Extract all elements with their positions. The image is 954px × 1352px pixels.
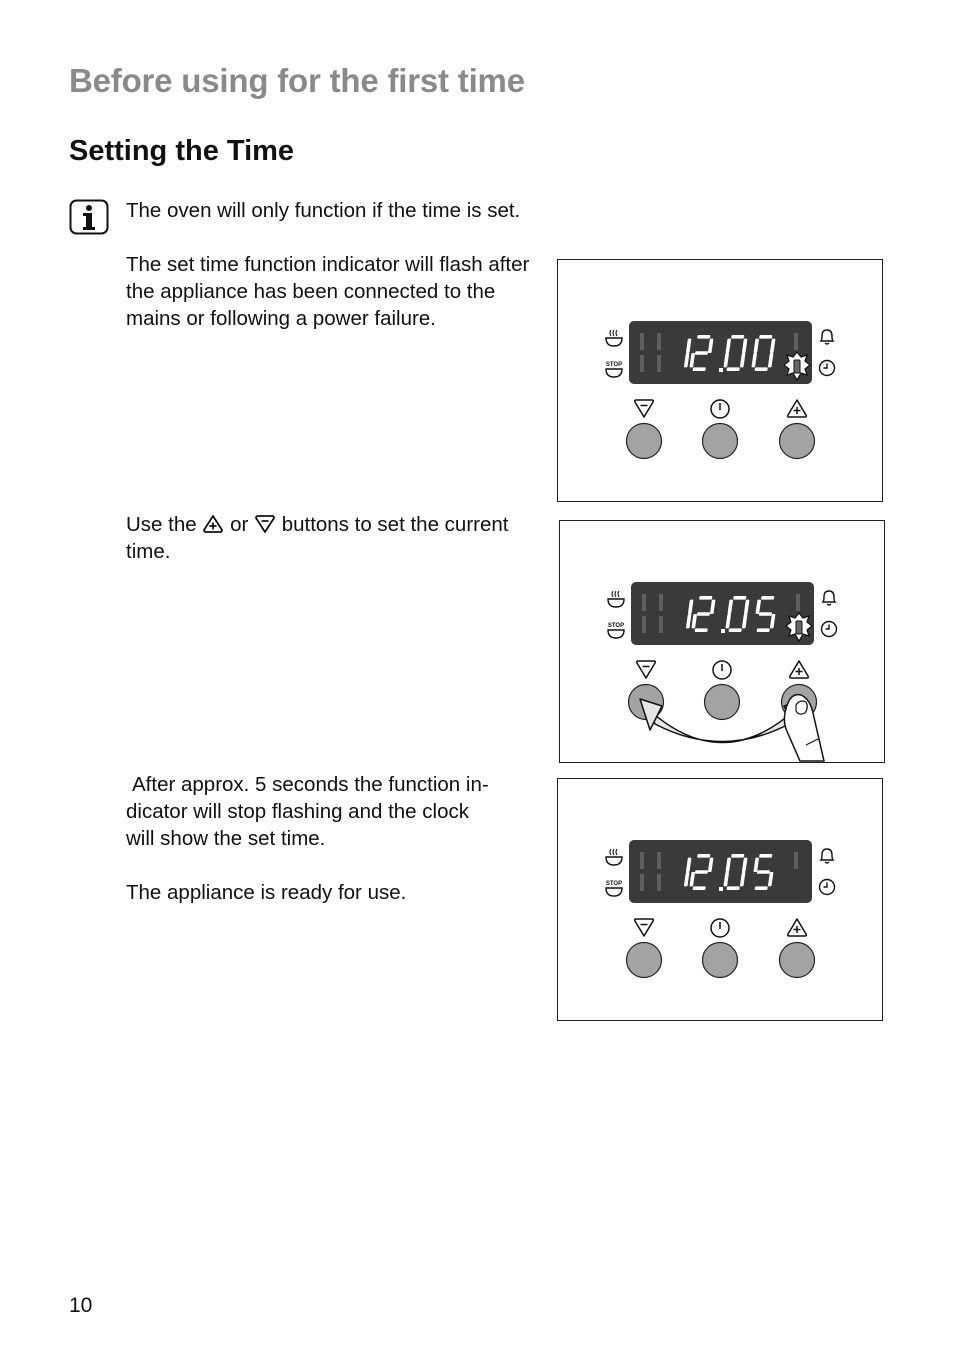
clock-button — [703, 943, 738, 978]
display-dim-segment — [640, 333, 644, 350]
display-dim-segment — [657, 355, 661, 372]
step-3-line-3: will show the set time. — [126, 827, 326, 850]
step-1-text: The set time function indicator will flash after the appliance has been connected to the mains or following a power failure. — [126, 253, 530, 330]
control-panel-illustration-3 — [557, 778, 883, 1021]
display-dim-segment — [642, 594, 646, 611]
minus-triangle-icon — [637, 661, 656, 678]
display-dim-segment — [796, 594, 800, 611]
display-colon-dot — [721, 629, 725, 633]
section-title: Setting the Time — [69, 135, 295, 167]
stop-label: STOP — [605, 362, 623, 368]
clock-button — [705, 685, 740, 720]
clock-icon — [820, 880, 835, 895]
control-panel-svg-1 — [558, 260, 882, 501]
minus-triangle-icon — [635, 400, 654, 417]
display-screen — [631, 582, 814, 645]
fingernail — [796, 701, 807, 714]
display-colon-dot — [719, 368, 723, 372]
display-dim-segment — [640, 852, 644, 869]
minus-button — [627, 943, 662, 978]
plus-button — [780, 943, 815, 978]
clock-button-icon — [711, 400, 729, 418]
plus-triangle-icon — [790, 661, 809, 678]
bell-icon — [821, 849, 833, 863]
page-number: 10 — [69, 1294, 93, 1317]
info-note-text: The oven will only function if the time is set. — [126, 199, 521, 222]
display-dim-segment — [657, 874, 661, 891]
control-panel-svg-3 — [558, 779, 882, 1020]
cooking-duration-icon — [606, 330, 622, 346]
page-title: Before using for the first time — [69, 62, 525, 99]
step-2-text-suffix: buttons to set the current time. — [126, 513, 509, 563]
display-screen — [629, 321, 812, 384]
cooking-duration-icon — [608, 591, 624, 607]
display-dim-segment — [659, 594, 663, 611]
display-dim-segment — [657, 333, 661, 350]
control-panel-illustration-1 — [557, 259, 883, 502]
end-of-cooking-icon — [608, 623, 624, 638]
clock-button — [703, 424, 738, 459]
clock-icon — [820, 361, 835, 376]
minus-triangle-icon — [635, 919, 654, 936]
display-screen — [629, 840, 812, 903]
step-3-line-2: dicator will stop flashing and the clock — [126, 800, 469, 823]
display-dim-segment — [659, 616, 663, 633]
info-icon — [69, 199, 109, 235]
bell-icon — [823, 591, 835, 605]
display-dim-segment — [657, 852, 661, 869]
step-2-text — [126, 511, 546, 565]
clock-button-icon — [711, 919, 729, 937]
display-dim-segment — [640, 355, 644, 372]
control-panel-svg-2 — [560, 521, 884, 762]
minus-triangle-icon — [254, 514, 276, 534]
display-dim-segment — [642, 616, 646, 633]
step-3-ready-text: The appliance is ready for use. — [126, 881, 407, 904]
plus-triangle-icon — [788, 400, 807, 417]
plus-triangle-icon — [202, 514, 224, 534]
display-dim-segment — [794, 852, 798, 869]
end-of-cooking-icon — [606, 881, 622, 896]
step-3-text — [126, 771, 546, 852]
plus-triangle-icon — [788, 919, 807, 936]
display-dim-segment — [794, 333, 798, 350]
step-2-text-or: or — [230, 513, 249, 536]
cooking-duration-icon — [606, 849, 622, 865]
end-of-cooking-icon — [606, 362, 622, 377]
stop-label: STOP — [605, 881, 623, 887]
control-panel-illustration-2 — [559, 520, 885, 763]
plus-button — [780, 424, 815, 459]
bell-icon — [821, 330, 833, 344]
display-dim-segment — [640, 874, 644, 891]
step-3-line-1: After approx. 5 seconds the function in- — [132, 773, 489, 796]
clock-button-icon — [713, 661, 731, 679]
minus-button — [627, 424, 662, 459]
stop-label: STOP — [607, 623, 625, 629]
step-2-text-prefix: Use the — [126, 513, 197, 536]
display-colon-dot — [719, 887, 723, 891]
clock-icon — [822, 622, 837, 637]
